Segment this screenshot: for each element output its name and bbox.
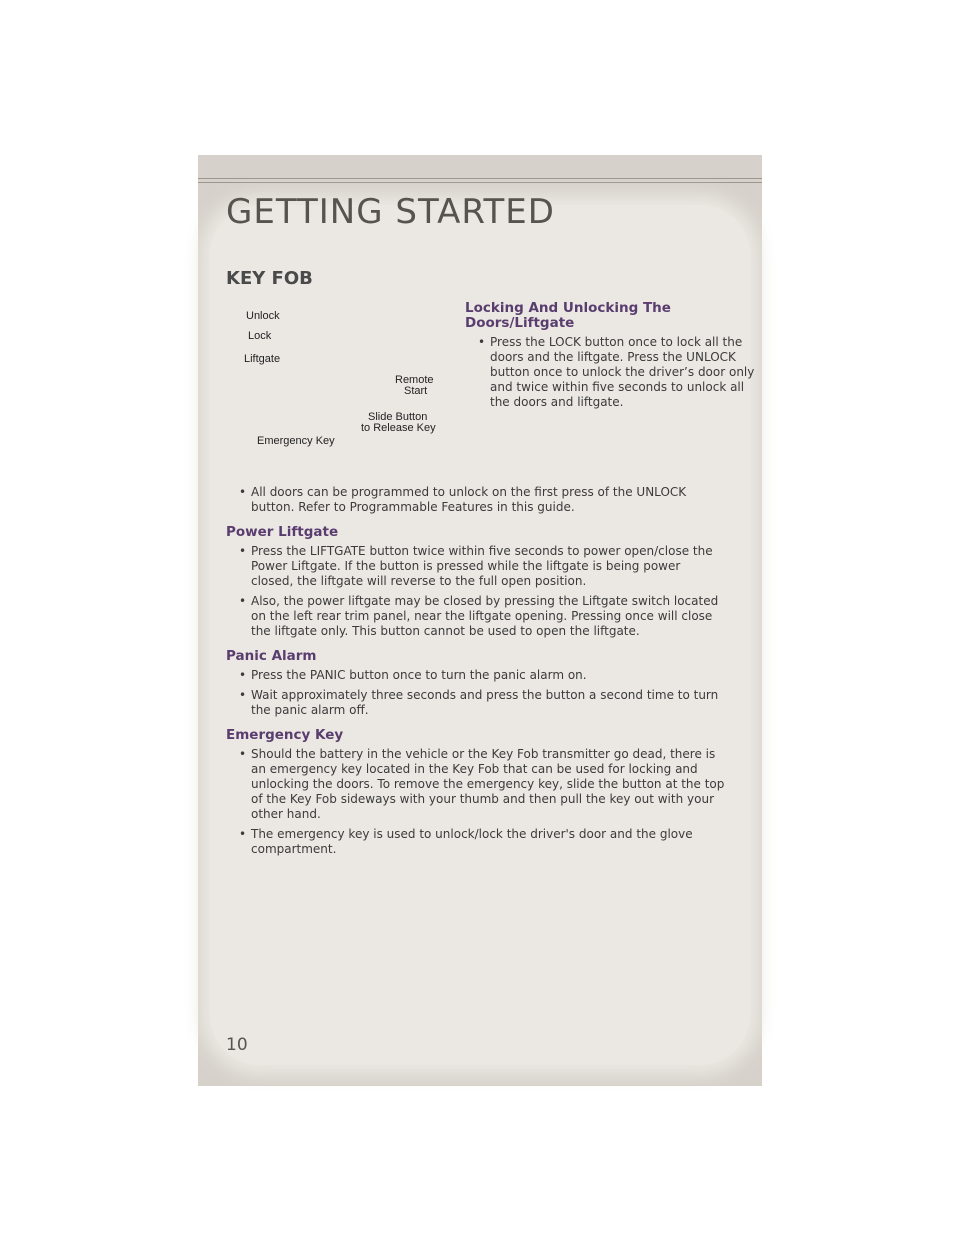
figure-label-release-key: to Release Key	[361, 422, 436, 434]
locking-heading	[465, 301, 755, 331]
header-rule-top	[198, 178, 762, 179]
figure-label-start: Start	[404, 385, 428, 397]
emergency-key-bullet: • Should the battery in the vehicle or the Key Fob transmitter go dead, there is an emergency key located in the Key Fob that can be used for locking and unlocking the doors. To remove the emergency key, slide the button at the top of the Key Fob sideways with your thumb and then pull the key out with your other hand.	[226, 747, 726, 822]
panic-alarm-bullet: • Wait approximately three seconds and press the button a second time to turn the panic alarm off.	[226, 688, 726, 718]
general-bullets	[226, 485, 726, 515]
locking-bullets	[465, 335, 755, 410]
emergency-key-bullet: • The emergency key is used to unlock/lock the driver's door and the glove compartment.	[226, 827, 726, 857]
header-rule-bottom	[198, 182, 762, 183]
main-column	[226, 481, 726, 862]
power-liftgate-bullet: • Also, the power liftgate may be closed by pressing the Liftgate switch located on the left rear trim panel, near the liftgate opening. Pressing once will close the liftgate only. This button cannot be used to open the liftgate.	[226, 594, 726, 639]
figure-label-emergency-key: Emergency Key	[257, 435, 335, 447]
figure-label-unlock: Unlock	[246, 310, 280, 322]
panic-alarm-bullets	[226, 668, 726, 718]
locking-section	[465, 301, 755, 415]
power-liftgate-bullet: • Press the LIFTGATE button twice within five seconds to power open/close the Power Liftgate. If the button is pressed while the liftgate is being power closed, the liftgate will reverse to the full open position.	[226, 544, 726, 589]
key-fob-figure	[238, 305, 458, 455]
figure-label-slide-button: Slide Button	[368, 411, 428, 423]
section-header: GETTING STARTED	[226, 192, 555, 232]
panic-alarm-bullet: • Press the PANIC button once to turn the panic alarm on.	[226, 668, 726, 683]
emergency-key-bullets	[226, 747, 726, 857]
emergency-key-heading: Emergency Key	[226, 727, 344, 743]
figure-label-lock: Lock	[248, 330, 272, 342]
key-fob-title: KEY FOB	[226, 268, 313, 289]
locking-heading-line2: Doors/Liftgate	[465, 315, 575, 331]
figure-label-remote: Remote	[395, 374, 434, 386]
panic-alarm-heading: Panic Alarm	[226, 648, 317, 664]
power-liftgate-heading: Power Liftgate	[226, 524, 339, 540]
general-bullet: • All doors can be programmed to unlock on the first press of the UNLOCK button. Refer to Programmable Features in this guide.	[226, 485, 726, 515]
figure-label-liftgate: Liftgate	[244, 353, 281, 365]
manual-page	[198, 155, 762, 1086]
locking-heading-line1: Locking And Unlocking The	[465, 300, 671, 316]
power-liftgate-bullets	[226, 544, 726, 639]
page-number: 10	[226, 1035, 248, 1055]
locking-bullet: • Press the LOCK button once to lock all the doors and the liftgate. Press the UNLOCK button once to unlock the driver’s door only and twice within five seconds to unlock all the doors and liftgate.	[465, 335, 755, 410]
